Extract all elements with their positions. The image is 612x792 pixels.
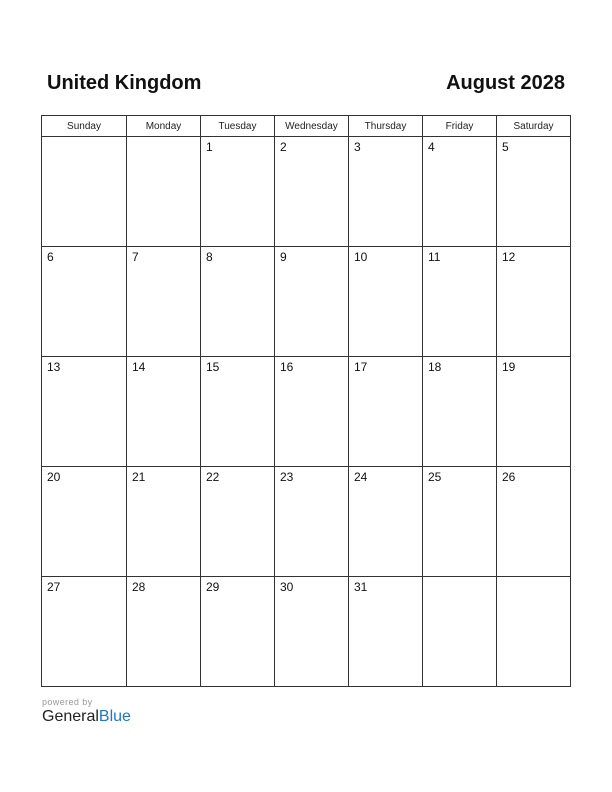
day-number: 5 [502,140,509,154]
brand-general: General [42,708,99,725]
day-number: 3 [354,140,361,154]
day-cell [349,467,423,577]
day-cell [423,577,497,687]
day-number [423,577,496,580]
country-title: United Kingdom [47,72,202,94]
day-cell [201,467,275,577]
day-number: 14 [132,360,146,374]
calendar-grid [41,115,571,687]
footer-branding [42,697,131,726]
day-number: 26 [502,470,516,484]
day-number: 17 [354,360,368,374]
day-cell [42,467,127,577]
week-row [42,247,571,357]
day-cell [349,357,423,467]
day-number: 28 [132,580,146,594]
brand-blue: Blue [98,708,131,725]
brand-logo [42,708,131,726]
day-cell [349,577,423,687]
day-cell [275,467,349,577]
day-cell [497,247,571,357]
day-cell [201,247,275,357]
day-cell [423,247,497,357]
day-number: 10 [354,250,368,264]
day-number: 24 [354,470,368,484]
weekday-wednesday: Wednesday [275,116,349,137]
day-number: 29 [206,580,220,594]
day-cell [201,137,275,247]
day-cell [201,357,275,467]
day-cell [127,577,201,687]
day-cell [423,137,497,247]
week-row [42,577,571,687]
day-cell [42,577,127,687]
day-cell [349,247,423,357]
day-number: 23 [280,470,294,484]
day-number: 4 [428,140,435,154]
day-number: 2 [280,140,287,154]
day-number: 25 [428,470,442,484]
day-number: 7 [132,250,139,264]
day-number: 31 [354,580,368,594]
day-number: 27 [47,580,61,594]
day-cell [275,137,349,247]
day-cell [127,247,201,357]
day-cell [275,577,349,687]
day-number: 20 [47,470,61,484]
day-number [127,137,200,140]
day-cell [127,137,201,247]
weekday-thursday: Thursday [349,116,423,137]
week-row [42,357,571,467]
day-cell [275,357,349,467]
day-number: 15 [206,360,220,374]
day-number: 9 [280,250,287,264]
day-cell [497,137,571,247]
day-cell [127,467,201,577]
day-number: 22 [206,470,220,484]
day-number: 1 [206,140,213,154]
day-cell [423,467,497,577]
powered-by-text: powered by [42,697,93,707]
day-cell [349,137,423,247]
day-cell [423,357,497,467]
day-number: 30 [280,580,294,594]
day-number: 8 [206,250,213,264]
month-year-title: August 2028 [446,72,565,94]
day-number: 19 [502,360,516,374]
day-cell [42,137,127,247]
day-cell [275,247,349,357]
weekday-monday: Monday [127,116,201,137]
weekday-tuesday: Tuesday [201,116,275,137]
day-cell [201,577,275,687]
day-cell [127,357,201,467]
day-cell [497,577,571,687]
day-number: 13 [47,360,61,374]
weekday-saturday: Saturday [497,116,571,137]
day-number: 18 [428,360,442,374]
week-row [42,467,571,577]
day-number [497,577,570,580]
weekday-friday: Friday [423,116,497,137]
week-row [42,137,571,247]
day-number: 12 [502,250,516,264]
day-number: 21 [132,470,146,484]
weekday-sunday: Sunday [42,116,127,137]
day-number: 16 [280,360,294,374]
day-cell [42,247,127,357]
day-number: 11 [428,250,441,264]
day-cell [497,467,571,577]
day-number: 6 [47,250,54,264]
day-number [42,137,126,140]
day-cell [497,357,571,467]
day-cell [42,357,127,467]
weekday-header-row [42,116,571,137]
